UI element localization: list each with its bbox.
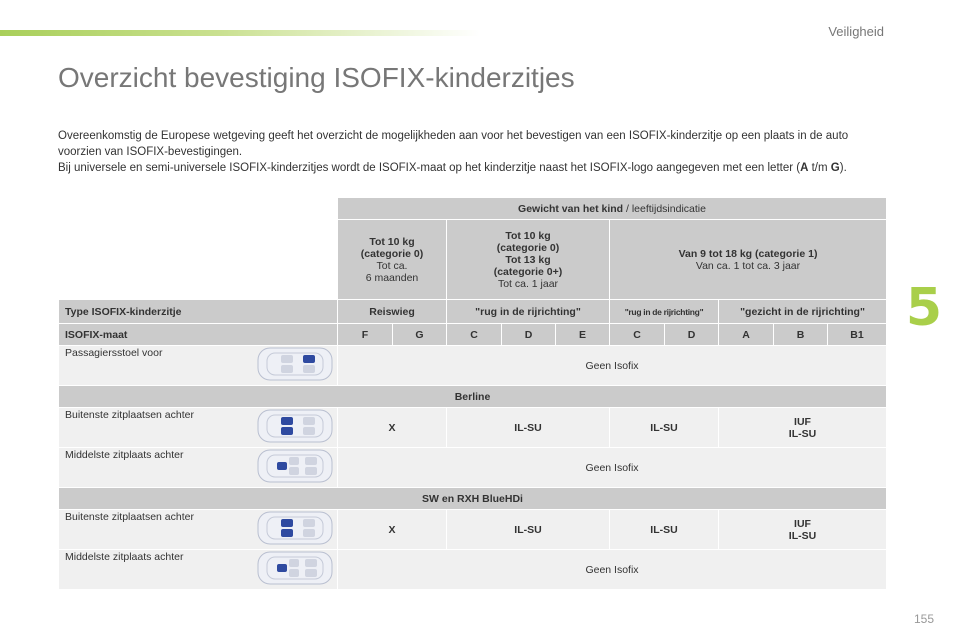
seat-label-cell: [59, 510, 338, 550]
type-cell: "gezicht in de rijrichting": [719, 300, 887, 324]
isofix-value: X: [338, 510, 447, 550]
seat-label: Buitenste zitplaatsen achter: [65, 511, 194, 523]
isofix-value: IL-SU: [610, 510, 719, 550]
seat-label: Buitenste zitplaatsen achter: [65, 409, 194, 421]
table-row: [59, 346, 887, 386]
car-seat-diagram-icon: [257, 409, 333, 446]
blank-cell: [59, 198, 338, 220]
seat-label-cell: [59, 550, 338, 590]
isofix-value: IUF IL-SU: [719, 510, 887, 550]
size-cell: B: [774, 324, 828, 346]
car-seat-diagram-icon: [257, 347, 333, 384]
isofix-value: IL-SU: [610, 408, 719, 448]
isofix-value: Geen Isofix: [338, 550, 887, 590]
car-seat-diagram-icon: [257, 551, 333, 588]
size-cell: A: [719, 324, 774, 346]
seat-label: Middelste zitplaats achter: [65, 449, 184, 461]
blank-cell: [59, 220, 338, 300]
intro-paragraph-2: Bij universele en semi-universele ISOFIX-kinderzitjes wordt de ISOFIX-maat op het kinderzitje naast het ISOFIX-logo aangegeven met een letter (A t/m G).: [58, 162, 847, 174]
page-number: 155: [913, 612, 934, 626]
type-cell: "rug in de rijrichting": [447, 300, 610, 324]
weight-group-2: Tot 10 kg (categorie 0) Tot 13 kg (categorie 0+) Tot ca. 1 jaar: [447, 220, 610, 300]
size-cell: D: [665, 324, 719, 346]
size-label: ISOFIX-maat: [59, 324, 338, 346]
seat-label: Middelste zitplaats achter: [65, 551, 184, 563]
type-label: Type ISOFIX-kinderzitje: [59, 300, 338, 324]
isofix-value: Geen Isofix: [338, 346, 887, 386]
seat-label: Passagiersstoel voor: [65, 347, 163, 359]
weight-group-1: Tot 10 kg (categorie 0) Tot ca. 6 maanden: [338, 220, 447, 300]
type-cell: Reiswieg: [338, 300, 447, 324]
isofix-value: IUF IL-SU: [719, 408, 887, 448]
size-cell: E: [556, 324, 610, 346]
size-cell: C: [610, 324, 665, 346]
car-seat-diagram-icon: [257, 449, 333, 486]
page-title: Overzicht bevestiging ISOFIX-kinderzitjes: [58, 62, 575, 93]
seat-label-cell: [59, 448, 338, 488]
size-cell: C: [447, 324, 502, 346]
isofix-table-wrapper: [58, 197, 886, 590]
weight-header: Gewicht van het kind / leeftijdsindicatie: [338, 198, 887, 220]
isofix-value: X: [338, 408, 447, 448]
car-seat-diagram-icon: [257, 511, 333, 548]
section-name: Veiligheid: [828, 24, 884, 39]
weight-group-3: Van 9 tot 18 kg (categorie 1) Van ca. 1 tot ca. 3 jaar: [610, 220, 887, 300]
size-cell: F: [338, 324, 393, 346]
isofix-value: Geen Isofix: [338, 448, 887, 488]
isofix-value: IL-SU: [447, 510, 610, 550]
section-header: Berline: [59, 386, 887, 408]
seat-label-cell: [59, 346, 338, 386]
size-cell: D: [502, 324, 556, 346]
table-row: [59, 550, 887, 590]
table-row: [59, 448, 887, 488]
seat-label-cell: [59, 408, 338, 448]
isofix-value: IL-SU: [447, 408, 610, 448]
size-cell: G: [393, 324, 447, 346]
size-cell: B1: [828, 324, 887, 346]
section-header: SW en RXH BlueHDi: [59, 488, 887, 510]
isofix-table: [58, 197, 887, 590]
type-cell: "rug in de rijrichting": [610, 300, 719, 324]
table-row: [59, 510, 887, 550]
top-accent-bar: [0, 30, 480, 36]
table-row: [59, 408, 887, 448]
intro-paragraph-1: Overeenkomstig de Europese wetgeving geeft het overzicht de mogelijkheden aan voor het bevestigen van een ISOFIX-kinderzitje op een plaats in de auto voorzien van ISOFIX-bevestigingen.: [58, 130, 849, 158]
intro-text: [58, 128, 888, 176]
chapter-number: 5: [905, 278, 942, 338]
